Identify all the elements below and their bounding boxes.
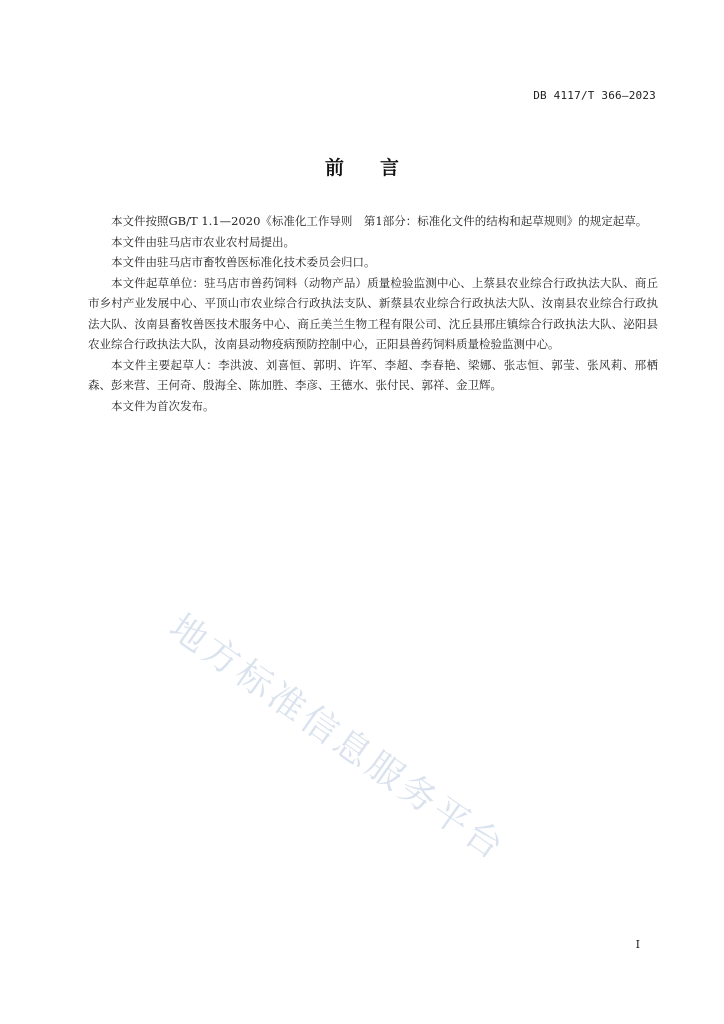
document-code: DB 4117/T 366—2023 <box>533 89 656 102</box>
watermark: 地方标准信息服务平台 <box>161 606 514 870</box>
paragraph-drafting-units: 本文件起草单位：驻马店市兽药饲料（动物产品）质量检验监测中心、上蔡县农业综合行政执法大队、商丘市乡村产业发展中心、平顶山市农业综合行政执法支队、新蔡县农业综合行政执法大队、汝南县农业综合行政执法大队、汝南县畜牧兽医技术服务中心、商丘美兰生物工程有限公司、沈丘县邢庄镇综合行政执法大队、泌阳县农业综合行政执法大队，汝南县动物疫病预防控制中心，正阳县兽药饲料质量检验监测中心。 <box>88 275 658 351</box>
page-title: 前言 <box>324 157 435 179</box>
paragraph-drafters: 本文件主要起草人：李洪波、刘喜恒、郭明、许军、李超、李春艳、梁娜、张志恒、郭莹、张风莉、邢栖森、彭来营、王何奇、殷海全、陈加胜、李彦、王德水、张付民、郭祥、金卫辉。 <box>88 357 658 392</box>
page-number: I <box>635 938 640 951</box>
paragraph-first-release: 本文件为首次发布。 <box>111 398 215 413</box>
paragraph-drafting-rules: 本文件按照GB/T 1.1—2020《标准化工作导则 第1部分：标准化文件的结构和起草规则》的规定起草。 <box>111 214 648 228</box>
paragraph-responsible-committee: 本文件由驻马店市畜牧兽医标准化技术委员会归口。 <box>111 255 376 269</box>
foreword-body <box>88 211 658 416</box>
paragraph-proposer: 本文件由驻马店市农业农村局提出。 <box>111 234 295 249</box>
